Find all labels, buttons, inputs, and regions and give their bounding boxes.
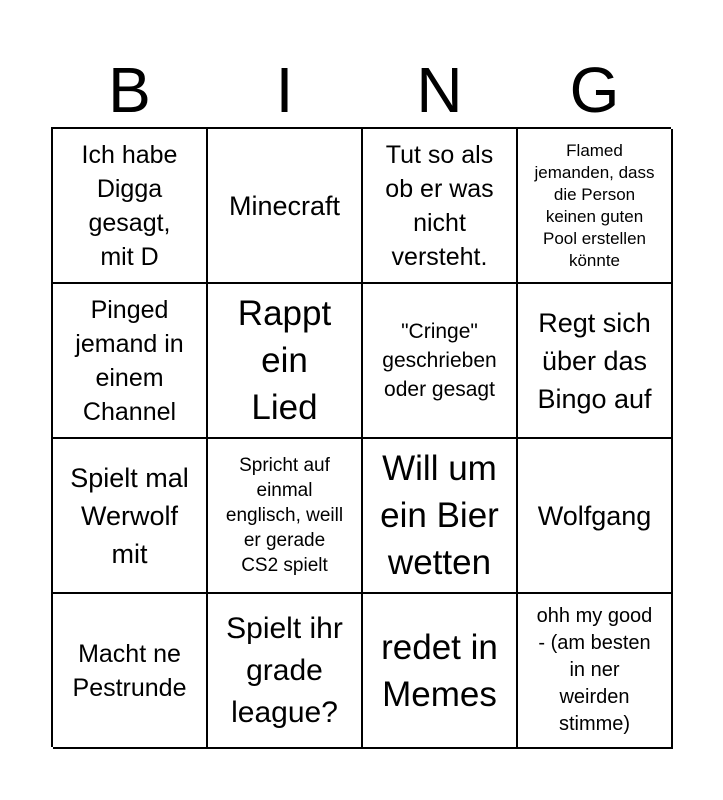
header-letter-i: I (275, 54, 294, 126)
bingo-cell-text: "Cringe" geschrieben oder gesagt (382, 320, 497, 401)
bingo-cell[interactable] (363, 284, 518, 439)
bingo-cell-text: Wolfgang (537, 500, 652, 531)
bingo-cell-text: redet in Memes (381, 627, 498, 714)
bingo-cell[interactable] (363, 594, 518, 749)
bingo-cell[interactable] (518, 439, 673, 594)
bingo-cell[interactable] (53, 439, 208, 594)
bingo-header (52, 52, 672, 128)
header-letter-b: B (108, 54, 151, 126)
bingo-cell-text: Ich habe Digga gesagt, mit D (81, 140, 178, 271)
bingo-cell-text: Regt sich über das Bingo auf (537, 307, 652, 414)
bingo-cell[interactable] (53, 129, 208, 284)
header-letter-g: G (569, 54, 620, 126)
bingo-cell[interactable] (53, 284, 208, 439)
bingo-cell-text: Tut so als ob er was nicht versteht. (385, 140, 494, 271)
bingo-cell[interactable] (518, 284, 673, 439)
bingo-card-grid (51, 127, 671, 747)
bingo-cell[interactable] (53, 594, 208, 749)
header-letter-n: N (416, 54, 463, 126)
bingo-cell-text: ohh my good - (am besten in ner weirden stimme) (536, 605, 653, 735)
bingo-cell-text: Macht ne Pestrunde (72, 639, 187, 702)
bingo-cell-text: Will um ein Bier wetten (380, 449, 499, 582)
bingo-cell[interactable] (208, 594, 363, 749)
bingo-cell[interactable] (518, 594, 673, 749)
bingo-cell-text: Spielt mal Werwolf mit (70, 462, 189, 569)
bingo-cell-text: Flamed jemanden, dass die Person keinen guten Pool erstellen könnte (534, 140, 655, 270)
bingo-cell[interactable] (518, 129, 673, 284)
bingo-cell[interactable] (208, 284, 363, 439)
bingo-cell[interactable] (208, 129, 363, 284)
bingo-cell-text: Spricht auf einmal englisch, weill er gerade CS2 spielt (225, 455, 344, 576)
bingo-cell[interactable] (208, 439, 363, 594)
bingo-cell-text: Rappt ein Lied (237, 294, 332, 427)
bingo-cell[interactable] (363, 129, 518, 284)
bingo-cell-text: Spielt ihr grade league? (226, 611, 343, 729)
bingo-cell-text: Pinged jemand in einem Channel (75, 295, 184, 426)
bingo-cell-text: Minecraft (228, 190, 341, 221)
bingo-cell[interactable] (363, 439, 518, 594)
